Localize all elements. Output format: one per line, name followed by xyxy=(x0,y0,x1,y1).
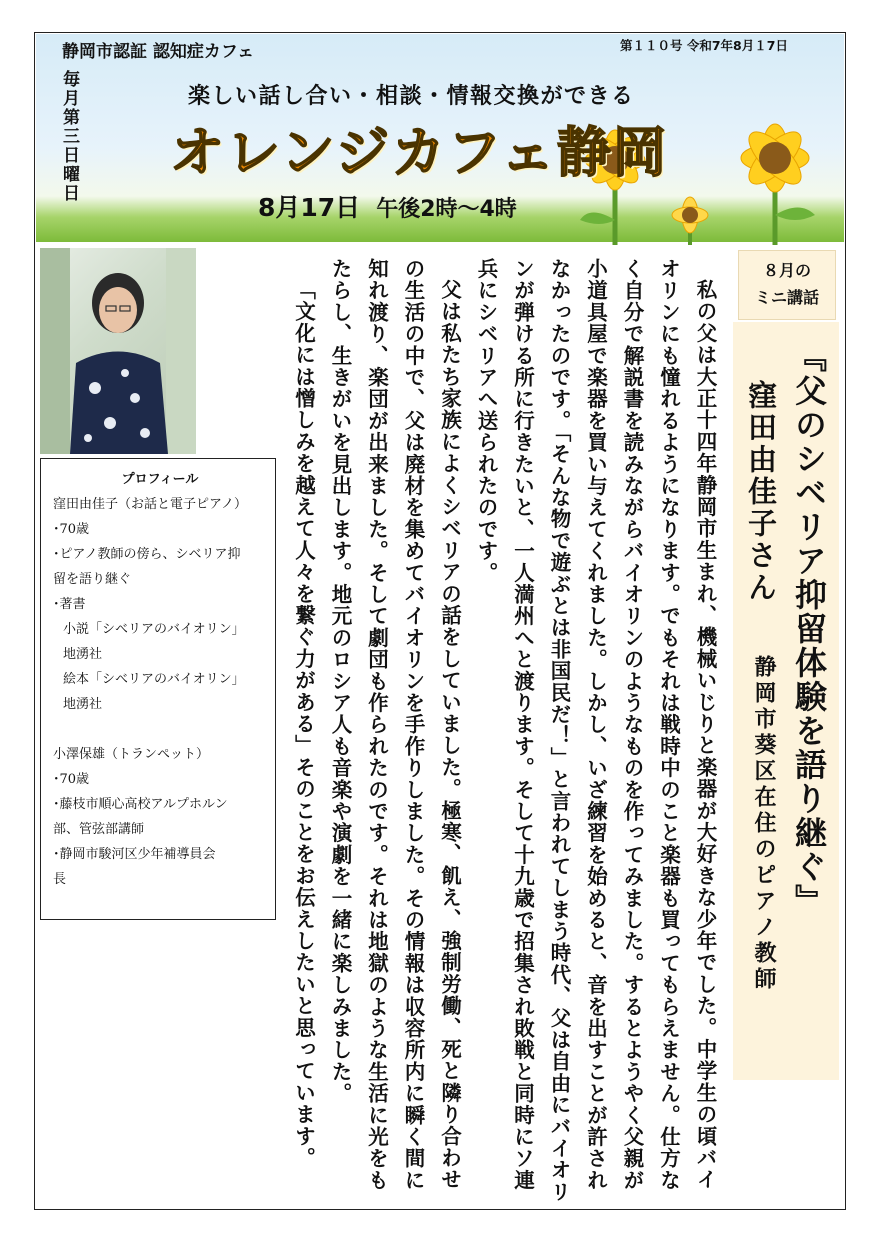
monthly-schedule: 毎月第三日曜日 xyxy=(59,70,79,203)
speaker-photo xyxy=(40,248,196,454)
speaker-portrait xyxy=(40,248,196,454)
profile1-book2: 絵本「シベリアのバイオリン」 xyxy=(63,672,245,687)
cafe-name-title: オレンジカフェ静岡 xyxy=(170,121,669,184)
article-paragraph-3: 「文化には憎しみを越えて人々を繋ぐ力がある」そのことをお伝えしたいと思っています。 xyxy=(291,278,316,1169)
profile1-book1: 小説「シベリアのバイオリン」 xyxy=(63,622,245,637)
profile2-role-line3: ･静岡市駿河区少年補導員会 xyxy=(53,847,216,862)
profile-spacer xyxy=(53,717,267,742)
profile1-book1-publisher: 地湧社 xyxy=(63,647,103,662)
profile-title: プロフィール xyxy=(121,472,199,487)
profile1-books-label: ･著書 xyxy=(53,597,86,612)
profile1-role-line1: ･ピアノ教師の傍ら、シベリア抑 xyxy=(53,547,241,562)
profile1-role-line2: 留を語り継ぐ xyxy=(53,572,132,587)
speaker-residence: 静岡市葵区在住のピアノ教師 xyxy=(751,655,776,993)
event-date: 8月17日 xyxy=(258,193,361,222)
certification-label: 静岡市認証 認知症カフェ xyxy=(62,42,255,62)
profile1-book2-publisher: 地湧社 xyxy=(63,697,103,712)
event-time: 午後2時～4時 xyxy=(376,197,517,222)
lecture-label-type: ミニ講話 xyxy=(754,288,819,307)
sunflower-small xyxy=(672,197,708,245)
lecture-label-month: ８月の xyxy=(762,261,811,280)
profile2-age: ･70歳 xyxy=(53,772,90,787)
event-datetime xyxy=(258,188,517,224)
profile2-role-line1: ･藤枝市順心高校アルプホルン xyxy=(53,797,228,812)
issue-number: 第１１０号 令和7年8月１7日 xyxy=(620,38,788,53)
tagline: 楽しい話し合い・相談・情報交換ができる xyxy=(188,84,635,109)
article-body xyxy=(283,258,723,1206)
lecture-title: 『父のシベリア抑留体験を語り継ぐ』 xyxy=(790,340,828,918)
speaker-name: 窪田由佳子さん xyxy=(744,380,778,604)
profile1-age: ･70歳 xyxy=(53,522,90,537)
profile2-name: 小澤保雄（トランペット） xyxy=(53,747,210,762)
profile2-role-line2: 部、管弦部講師 xyxy=(53,822,145,837)
profile1-name: 窪田由佳子（お話と電子ピアノ） xyxy=(53,497,247,512)
profile2-role-line4: 長 xyxy=(53,872,67,887)
article-paragraph-1: 私の父は大正十四年静岡市生まれ、機械いじりと楽器が大好きな少年でした。中学生の頃バイオリンにも憧れるようになります。でもそれは戦時中のこと楽器も買ってもらえません。仕方なく自分で解説書を読みながらバイオリンのようなものを作ってみました。するとようやく父親が小道具屋で楽器を買い与えてくれました。しかし、いざ練習を始めると、音を出すことが許されなかったのです。「そんな物で遊ぶとは非国民だ！」と言われてしまう時代、父は自由にバイオリンが弾ける所に行きたいと、一人満州へと渡ります。そして十九歳で招集され敗戦と同時にソ連兵にシベリアへ送られたのです。 xyxy=(474,258,717,1203)
profile-box xyxy=(40,458,276,920)
lecture-label xyxy=(738,250,836,320)
article-paragraph-2: 父は私たち家族によくシベリアの話をしていました。極寒、飢え、強制労働、死と隣り合わせの生活の中で、父は廃材を集めてバイオリンを手作りしました。その情報は収容所内に瞬く間に知れ渡り、楽団が出来ました。そして劇団も作られたのです。それは地獄のような生活に光をもたらし、生きがいを見出します。地元のロシア人も音楽や演劇を一緒に楽しみました。 xyxy=(328,258,462,1192)
sunflower-right xyxy=(741,124,815,245)
